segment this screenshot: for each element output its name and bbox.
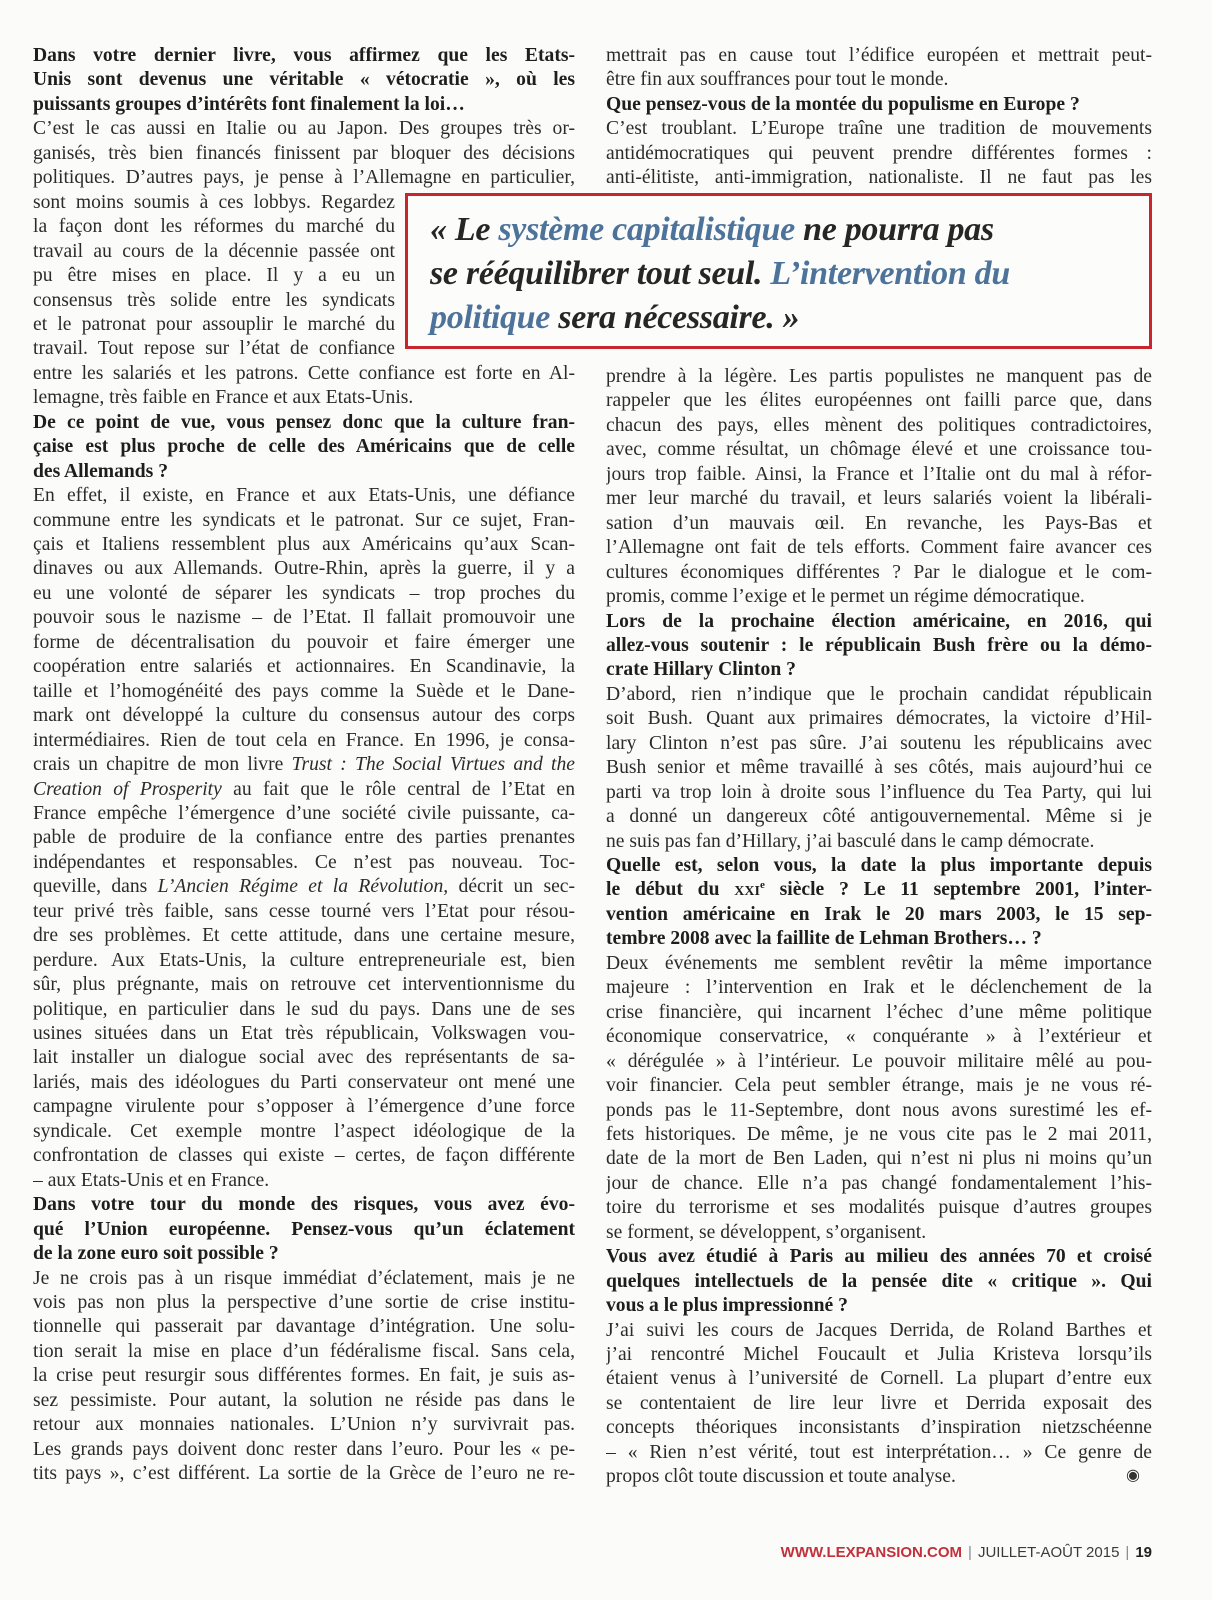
answer-line: jours trop faible. Ainsi, la France et l’Italie ont du mal à réfor- [606,463,1152,485]
answer-line: çais et Italiens ressemblent plus aux Américains qu’aux Scan- [33,534,575,555]
answer-line: jour de chance. Elle n’a pas changé fondamentalement l’his- [606,1172,1152,1194]
text-span: ne pourra pas [794,211,994,248]
answer-line: lariés, mais des idéologues du Parti conservateur ont mené une [33,1071,575,1093]
answer-line: et le patronat pour assouplir le marché du [33,313,395,335]
text-span: le début du [606,879,735,901]
answer-line: concepts théoriques inconsistants d’inspiration nietzschéenne [606,1417,1152,1439]
answer-line: fets historiques. De même, je ne vous cite pas le 2 mai 2011, [606,1123,1152,1145]
answer-line: j’ai rencontré Michel Foucault et Julia Kristeva lorsqu’ils [606,1344,1152,1365]
text-span: décrit un sec- [448,876,575,898]
question-line: crate Hillary Clinton ? [606,659,796,681]
question-line: vention américaine en Irak le 20 mars 2003, le 15 sep- [606,903,1152,925]
question-line: Que pensez-vous de la montée du populisme en Europe ? [606,93,1080,115]
answer-line: a donné un dangereux côté antigouvernemental. Même si je [606,806,1152,828]
answer-line [33,753,575,777]
question-line: vous a le plus impressionné ? [606,1295,848,1317]
answer-line: cultures économiques différentes ? Par le dialogue et le com- [606,561,1152,583]
answer-line: se forment, se développent, s’organisent. [606,1221,927,1243]
answer-line: lait installer un dialogue social avec des représentants de sa- [33,1047,575,1069]
text-span: se rééquilibrer tout seul. [430,255,771,292]
answer-line: mark ont développé la culture du consensus autour des corps [33,705,575,727]
question-line: qué l’Union européenne. Pensez-vous qu’un éclatement [33,1218,575,1240]
quote-accent-text: L’intervention du [770,255,1010,292]
answer-line: entre les salariés et les patrons. Cette confiance est forte en Al- [33,362,575,384]
question-line: des Allemands ? [33,460,169,482]
answer-line: En effet, il existe, en France et aux Etats-Unis, une défiance [33,485,575,507]
answer-line: politique, en particulier dans le sud du pays. Dans une de ses [33,998,575,1020]
answer-line: consensus très solide entre les syndicats [33,289,395,311]
answer-line: économique conservatrice, « conquérante » à l’extérieur et [606,1026,1152,1048]
text-span: crais un chapitre de mon livre [33,754,292,776]
italic-title: Creation of Prosperity [33,778,222,800]
answer-line: perdure. Aux Etats-Unis, la culture entrepreneuriale est, bien [33,949,575,971]
answer-line: pu être mises en place. Il y a eu un [33,265,395,287]
answer-line: propos clôt toute discussion et toute analyse. [606,1466,956,1488]
quote-accent-text: politique [430,299,551,336]
answer-line: voir financier. Cela peut sembler étrange, mais je ne vous ré- [606,1075,1152,1097]
answer-line: prendre à la légère. Les partis populistes ne manquent pas de [606,366,1152,387]
answer-line: ne suis pas fan d’Hillary, j’ai basculé dans le camp démocrate. [606,830,1095,852]
answer-line: promis, comme l’exige et le permet un régime démocratique. [606,586,1085,608]
pull-quote-line [430,208,994,252]
text-span: « Le [430,211,499,248]
text-span: e [759,879,765,892]
answer-line: teur privé très faible, sans cesse tourné vers l’Etat pour résou- [33,900,575,922]
question-line: Lors de la prochaine élection américaine, en 2016, qui [606,610,1152,632]
answer-line: syndicale. Cet exemple montre l’aspect idéologique de la [33,1120,575,1142]
answer-line: la façon dont les réformes du marché du [33,216,395,238]
question-line: Unis sont devenus une véritable « vétocratie », où les [33,69,575,91]
answer-line: dinaves ou aux Allemands. Outre-Rhin, après la guerre, il y a [33,558,575,580]
answer-line: être fin aux souffrances pour tout le monde. [606,69,949,91]
text-span: au fait que le rôle central de l’Etat en [221,778,575,800]
answer-line: lary Clinton n’est pas sûre. J’ai soutenu les républicains avec [606,732,1152,754]
answer-line: chacun des pays, elles mènent des politiques contradictoires, [606,414,1152,436]
text-span: sera nécessaire. » [550,299,800,336]
answer-line: parti va trop loin à droite sous l’influence du Tea Party, qui lui [606,781,1152,803]
answer-line: crise financière, qui incarnent l’échec d’une même politique [606,1001,1152,1023]
text-span: siècle ? Le 11 septembre 2001, l’inter- [764,879,1152,901]
answer-line: retour aux monnaies nationales. L’Union n’y survivrait pas. [33,1414,575,1436]
italic-title: Trust : The Social Virtues and the [291,754,575,776]
answer-line: travail. Tout repose sur l’état de confiance [33,338,395,360]
answer-line: avec, comme résultat, un chômage élevé et une croissance tou- [606,439,1152,461]
answer-line: Bush senior et même travaillé à ses côtés, mais aujourd’hui ce [606,757,1152,779]
footer-separator: | [1125,1544,1130,1561]
answer-line: eu une volonté de séparer les syndicats – trop proches du [33,582,575,604]
italic-title: L’Ancien Régime et la Révolution, [157,876,449,898]
question-line [606,878,1152,902]
answer-line: sûr, plus prégnante, mais on retrouve cet interventionnisme du [33,974,575,996]
answer-line: la crise peut resurgir sous différentes formes. En fait, je suis as- [33,1365,575,1387]
answer-line: ponds pas le 11-Septembre, dont nous avons surestimé les ef- [606,1099,1152,1121]
answer-line: confrontation de classes qui existe – certes, de façon différente [33,1145,575,1167]
answer-line: antidémocratiques qui peuvent prendre différentes formes : [606,142,1152,164]
answer-line: tionnelle qui passerait par davantage d’intégration. Une solu- [33,1316,575,1338]
answer-line: pable de produire de la confiance entre des parties prenantes [33,827,575,849]
answer-line: toire du terrorisme et ses modalités puisque d’autres groupes [606,1197,1152,1219]
answer-line: Je ne crois pas à un risque immédiat d’éclatement, mais je ne [33,1267,575,1289]
answer-line: dre ses problèmes. Et cette attitude, dans une certaine mesure, [33,925,575,947]
answer-line: mer leur marché du travail, et leurs salariés voient la libérali- [606,488,1152,510]
answer-line: majeure : l’intervention en Irak et le déclenchement de la [606,977,1152,999]
text-span: xxi [734,879,760,901]
answer-line: J’ai suivi les cours de Jacques Derrida, de Roland Barthes et [606,1319,1152,1341]
question-line: quelques intellectuels de la pensée dite « critique ». Qui [606,1270,1152,1292]
answer-line [33,778,575,802]
answer-line: D’abord, rien n’indique que le prochain candidat républicain [606,683,1152,705]
question-line: çaise est plus proche de celle des Américains que de celle [33,436,575,458]
answer-line: sation d’un mauvais œil. En revanche, les Pays-Bas et [606,512,1152,534]
answer-line: France empêche l’émergence d’une société civile puissante, ca- [33,802,575,824]
answer-line: campagne virulente pour s’opposer à l’émergence d’une force [33,1096,575,1118]
question-line: de la zone euro soit possible ? [33,1243,279,1265]
page-number: 19 [1135,1544,1152,1561]
answer-line: usines situées dans un Etat très républicain, Volkswagen vou- [33,1023,575,1044]
question-line: Vous avez étudié à Paris au milieu des années 70 et croisé [606,1246,1152,1268]
answer-line: intermédiaires. Rien de tout cela en France. En 1996, je consa- [33,729,575,751]
answer-line: forme de décentralisation du pouvoir et faire émerger une [33,631,575,653]
answer-line: « dérégulée » à l’intérieur. Le pouvoir militaire mêlé au pou- [606,1050,1152,1072]
quote-accent-text: système capitalistique [498,211,795,248]
answer-line: pouvoir sous le nazisme – de l’Etat. Il fallait promouvoir une [33,607,575,629]
footer-website: WWW.LEXPANSION.COM [780,1544,963,1561]
answer-line: Deux événements me semblent revêtir la même importance [606,952,1152,974]
answer-line: C’est troublant. L’Europe traîne une tradition de mouvements [606,118,1152,140]
answer-line: mettrait pas en cause tout l’édifice européen et mettrait peut- [606,45,1152,66]
answer-line: tion serait la mise en place d’un fédéralisme fiscal. Sans cela, [33,1340,575,1362]
question-line: De ce point de vue, vous pensez donc que la culture fran- [33,411,575,433]
answer-line: politiques. D’autres pays, je pense à l’Allemagne en particulier, [33,167,575,189]
text-span: queville, dans [33,876,158,898]
page-footer [781,1544,1152,1561]
answer-line: vois pas non plus la perspective d’une sortie de crise institu- [33,1291,575,1313]
answer-line: C’est le cas aussi en Italie ou au Japon. Des groupes très or- [33,118,575,140]
answer-line: coopération entre salariés et actionnaires. En Scandinavie, la [33,656,575,678]
answer-line: – « Rien n’est vérité, tout est interprétation… » Ce genre de [606,1441,1152,1463]
answer-line: travail au cours de la décennie passée ont [33,240,395,262]
right-column-bottom [606,365,1152,1495]
footer-issue-date: JUILLET-AOÛT 2015 [977,1544,1120,1561]
answer-line: ganisés, très bien financés finissent par bloquer des décisions [33,142,575,164]
answer-line: lemagne, très faible en France et aux Etats-Unis. [33,387,414,409]
answer-line: sont moins soumis à ces lobbys. Regardez [33,191,395,213]
answer-line: indépendantes et responsables. Ce n’est pas nouveau. Toc- [33,851,575,873]
question-line: Dans votre dernier livre, vous affirmez que les Etats- [33,45,575,66]
answer-line: l’Allemagne ont fait de tels efforts. Comment faire avancer ces [606,537,1152,559]
right-column-top [606,44,1152,194]
answer-line: rappeler que les élites européennes ont failli parce que, dans [606,390,1152,412]
pull-quote-box [405,193,1152,349]
answer-line: soit Bush. Quant aux primaires démocrates, la victoire d’Hil- [606,708,1152,730]
answer-line: anti-élitiste, anti-immigration, nationaliste. Il ne faut pas les [606,167,1152,189]
answer-line [33,875,575,899]
answer-line: étaient venus à l’université de Cornell. La plupart d’entre eux [606,1368,1152,1390]
answer-line: se contentaient de lire leur livre et Derrida exposait des [606,1392,1152,1414]
answer-line: taille et l’homogénéité des pays comme la Suède et le Dane- [33,680,575,702]
answer-line: tits pays », c’est différent. La sortie de la Grèce de l’euro ne re- [33,1463,575,1485]
answer-line: – aux Etats-Unis et en France. [33,1169,270,1191]
question-line: Quelle est, selon vous, la date la plus importante depuis [606,855,1152,876]
question-line: puissants groupes d’intérêts font finalement la loi… [33,93,465,115]
footer-separator: | [968,1544,972,1561]
answer-line: sez pessimiste. Pour autant, la solution ne réside pas dans le [33,1389,575,1411]
question-line: allez-vous soutenir : le républicain Bush frère ou la démo- [606,634,1152,656]
answer-line: commune entre les syndicats et le patronat. Sur ce sujet, Fran- [33,509,575,531]
end-of-article-icon: ◉ [1126,1467,1140,1484]
question-line: tembre 2008 avec la faillite de Lehman Brothers… ? [606,928,1042,950]
question-line: Dans votre tour du monde des risques, vous avez évo- [33,1194,575,1216]
pull-quote-line [430,252,1010,296]
answer-line: Les grands pays doivent donc rester dans l’euro. Pour les « pe- [33,1438,575,1460]
answer-line: date de la mort de Ben Laden, qui n’est ni plus ni moins qu’un [606,1148,1152,1170]
pull-quote-line [430,296,799,340]
